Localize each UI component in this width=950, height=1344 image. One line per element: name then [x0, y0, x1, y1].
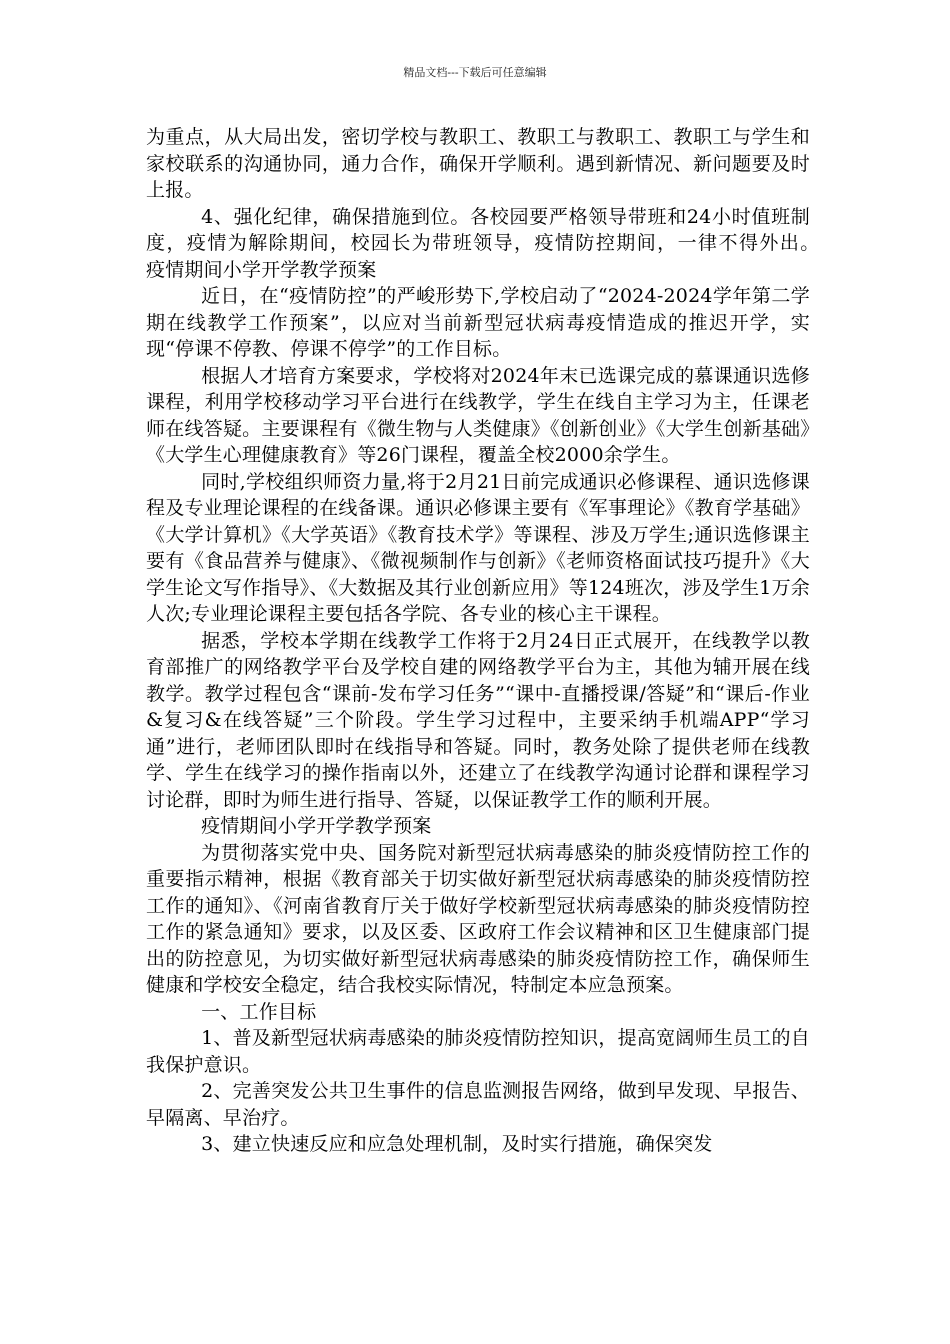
paragraph: 为重点，从大局出发，密切学校与教职工、教职工与教职工、教职工与学生和家校联系的沟通协同，通力合作，确保开学顺利。遇到新情况、新问题要及时上报。	[146, 126, 810, 201]
paragraph: 同时,学校组织师资力量,将于2月21日前完成通识必修课程、通识选修课程及专业理论课程的在线备课。通识必修课主要有《军事理论》《教育学基础》《大学计算机》《大学英语》《教育技术学》等课程、涉及万学生;通识选修课主要有《食品营养与健康》、《微视频制作与创新》《老师资格面试技巧提升》《大学生论文写作指导》、《大数据及其行业创新应用》等124班次，涉及学生1万余人次;专业理论课程主要包括各学院、各专业的核心主干课程。	[146, 470, 810, 625]
document-body	[146, 124, 849, 1158]
paragraph: 为贯彻落实党中央、国务院对新型冠状病毒感染的肺炎疫情防控工作的重要指示精神，根据《教育部关于切实做好新型冠状病毒感染的肺炎疫情防控工作的通知》、《河南省教育厅关于做好学校新型冠状病毒感染的肺炎疫情防控工作的紧急通知》要求，以及区委、区政府工作会议精神和区卫生健康部门提出的防控意见，为切实做好新型冠状病毒感染的肺炎疫情防控工作，确保师生健康和学校安全稳定，结合我校实际情况，特制定本应急预案。	[146, 841, 810, 996]
section-heading: 一、工作目标	[201, 1000, 317, 1023]
paragraph: 近日，在“疫情防控”的严峻形势下,学校启动了“2024-2024学年第二学期在线教学工作预案”，以应对当前新型冠状病毒疫情造成的推迟开学，实现“停课不停教、停课不停学”的工作目标。	[146, 285, 810, 360]
list-item: 2、完善突发公共卫生事件的信息监测报告网络，做到早发现、早报告、早隔离、早治疗。	[146, 1080, 810, 1129]
paragraph: 4、强化纪律，确保措施到位。各校园要严格领导带班和24小时值班制度，疫情为解除期间，校园长为带班领导，疫情防控期间，一律不得外出。 疫情期间小学开学教学预案	[146, 205, 849, 281]
paragraph: 根据人才培育方案要求，学校将对2024年末已选课完成的慕课通识选修课程，利用学校移动学习平台进行在线教学，学生在线自主学习为主，任课老师在线答疑。主要课程有《微生物与人类健康》《创新创业》《大学生创新基础》《大学生心理健康教育》等26门课程，覆盖全校2000余学生。	[146, 364, 810, 466]
page-header: 精品文档---下载后可任意编辑	[403, 66, 547, 79]
list-item: 1、普及新型冠状病毒感染的肺炎疫情防控知识，提高宽阔师生员工的自我保护意识。	[146, 1027, 810, 1076]
section-heading: 疫情期间小学开学教学预案	[201, 815, 432, 837]
paragraph: 据悉，学校本学期在线教学工作将于2月24日正式展开，在线教学以教育部推广的网络教学平台及学校自建的网络教学平台为主，其他为辅开展在线教学。教学过程包含“课前-发布学习任务”“课中-直播授课/答疑”和“课后-作业&复习&在线答疑”三个阶段。学生学习过程中，主要采纳手机端APP“学习通”进行，老师团队即时在线指导和答疑。同时，教务处除了提供老师在线教学、学生在线学习的操作指南以外，还建立了在线教学沟通讨论群和课程学习讨论群，即时为师生进行指导、答疑，以保证教学工作的顺利开展。	[146, 629, 810, 811]
list-item: 3、建立快速反应和应急处理机制，及时实行措施，确保突发	[201, 1133, 713, 1155]
